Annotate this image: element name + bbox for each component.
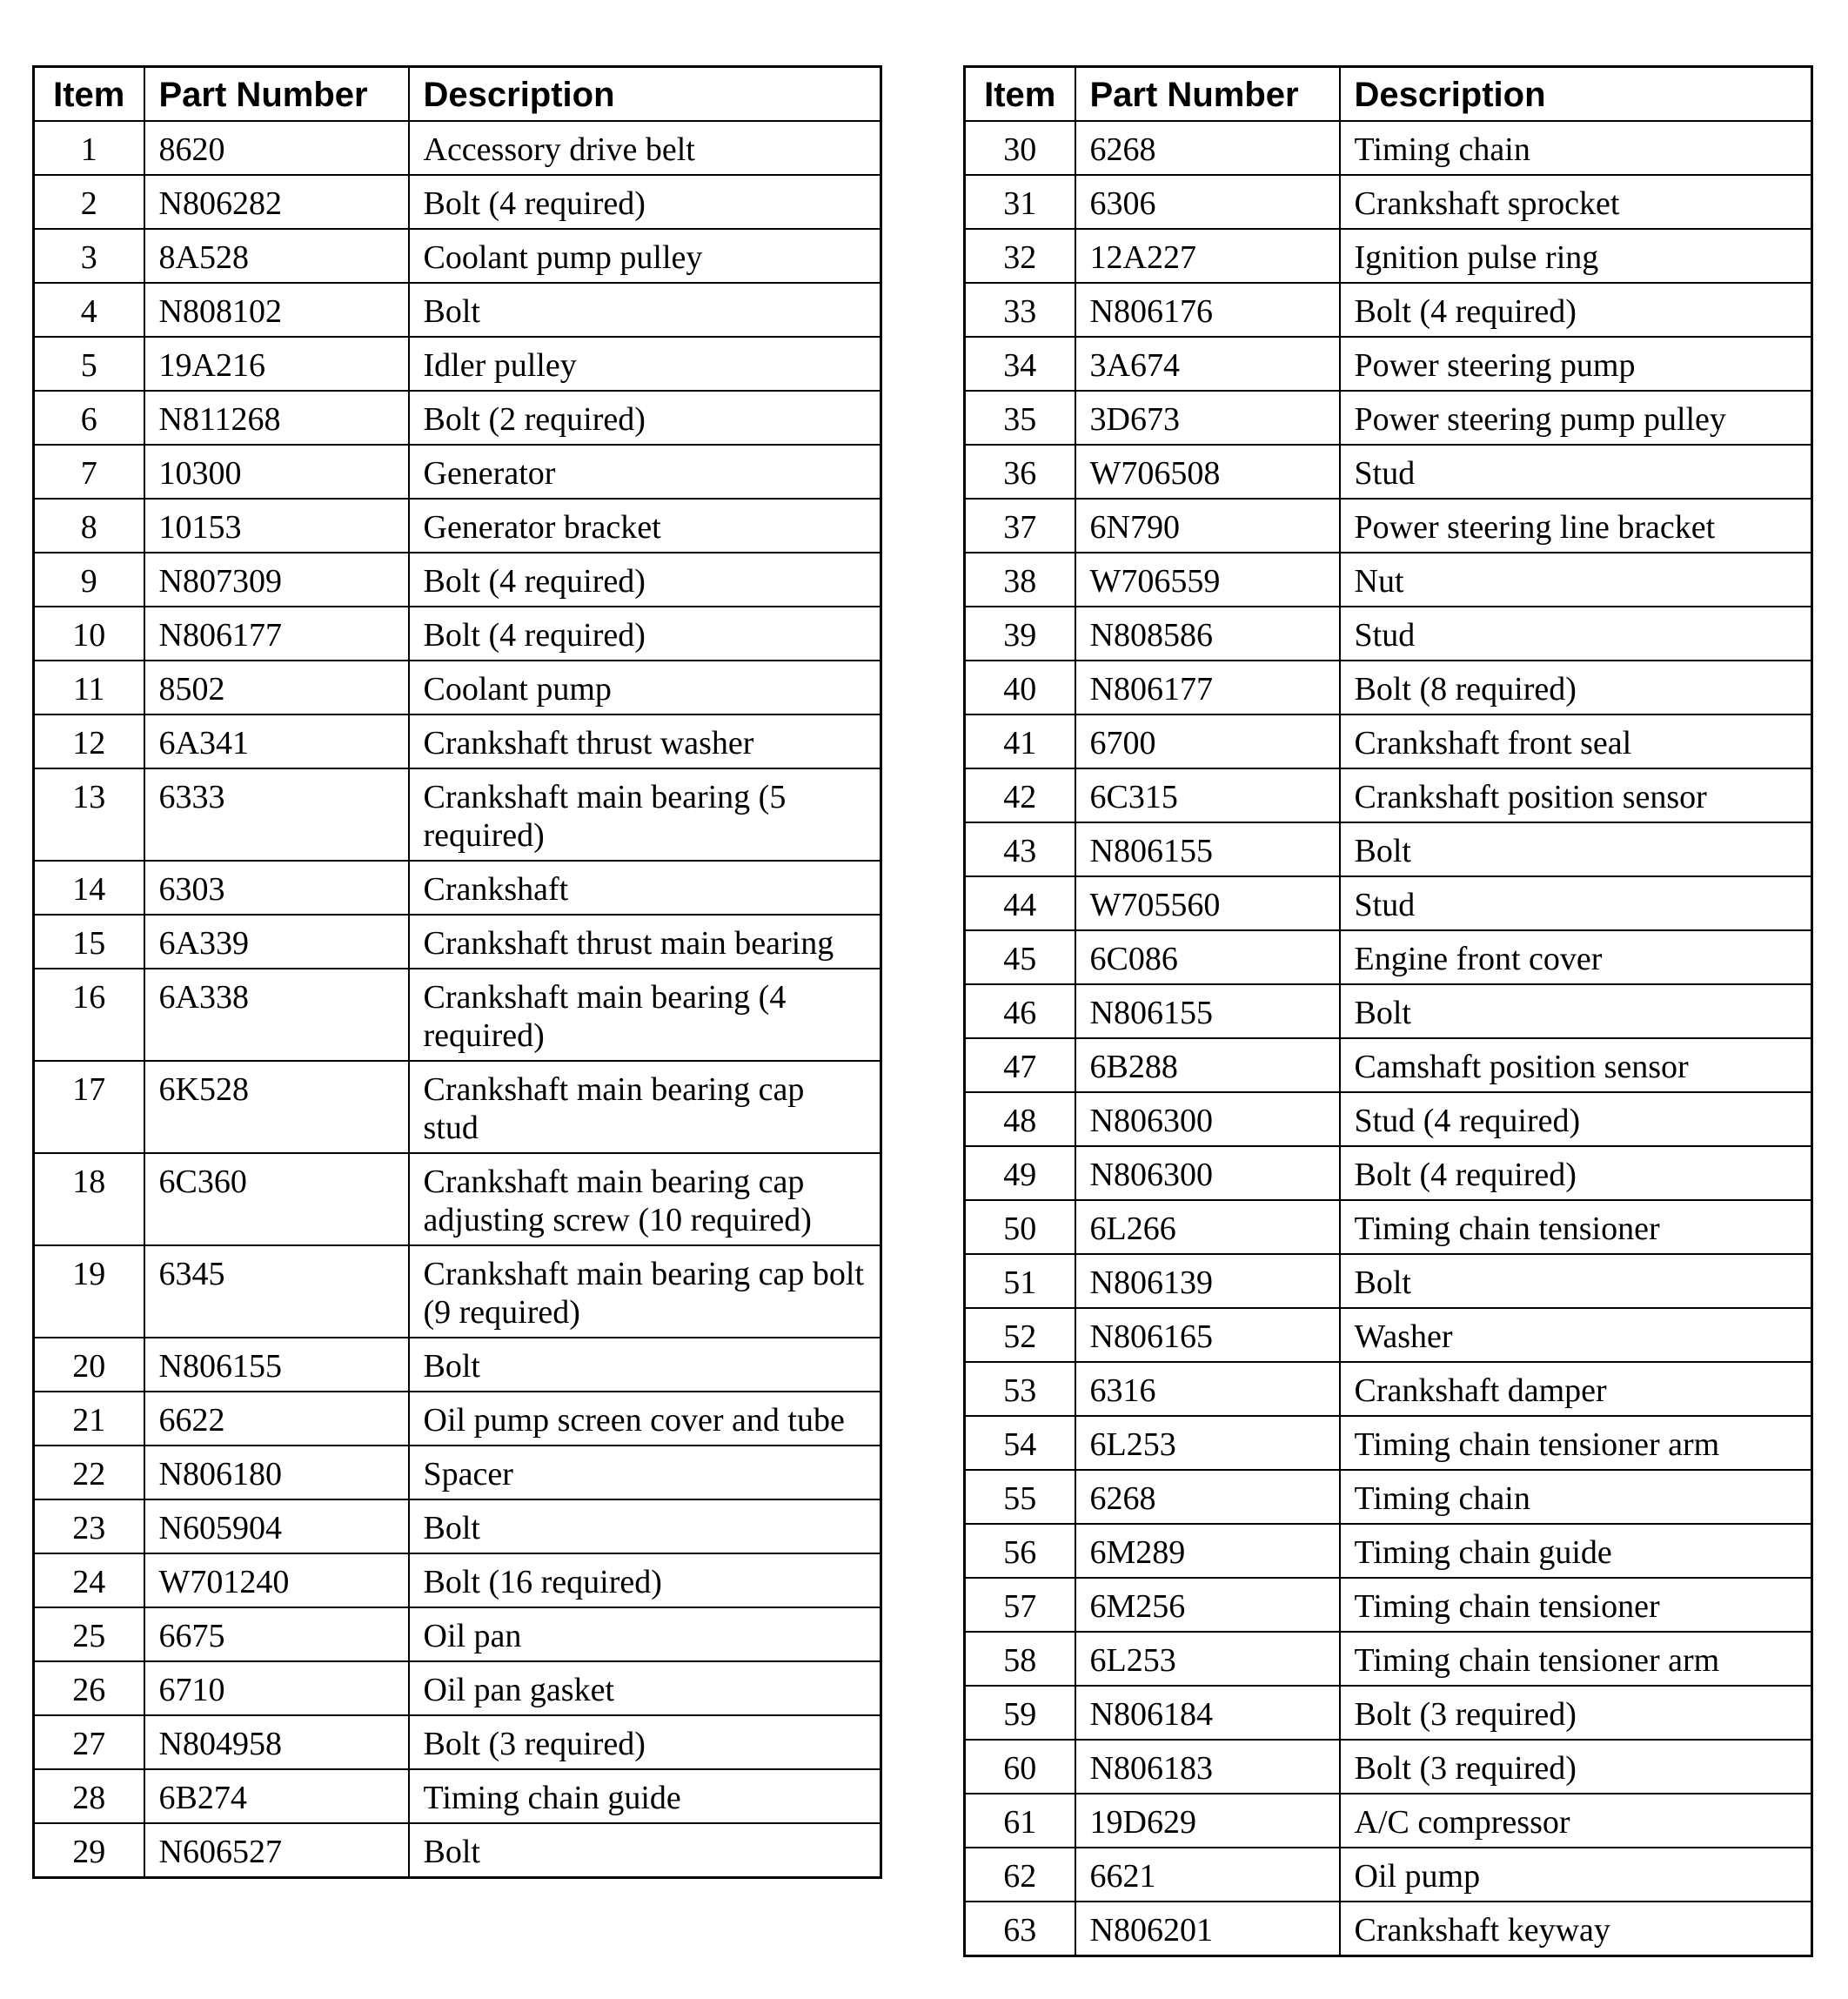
table-row bbox=[34, 607, 881, 661]
item-cell: 11 bbox=[34, 661, 144, 714]
item-cell: 28 bbox=[34, 1769, 144, 1823]
table-row bbox=[965, 714, 1812, 768]
part-number-cell: W706559 bbox=[1075, 553, 1340, 607]
table-row bbox=[965, 1308, 1812, 1362]
description-cell: Spacer bbox=[409, 1446, 881, 1499]
part-number-cell: N806177 bbox=[144, 607, 409, 661]
item-cell: 21 bbox=[34, 1392, 144, 1446]
description-cell: Timing chain tensioner bbox=[1340, 1578, 1812, 1632]
part-number-cell: 12A227 bbox=[1075, 229, 1340, 283]
item-cell: 62 bbox=[965, 1848, 1075, 1902]
table-row bbox=[965, 768, 1812, 822]
description-cell: Timing chain guide bbox=[1340, 1524, 1812, 1578]
table-row bbox=[965, 1740, 1812, 1794]
part-number-cell: 3D673 bbox=[1075, 391, 1340, 445]
description-cell: Crankshaft main bearing (4 required) bbox=[409, 969, 881, 1061]
table-row bbox=[34, 1499, 881, 1553]
description-cell: Timing chain bbox=[1340, 1470, 1812, 1524]
part-number-cell: N806155 bbox=[1075, 822, 1340, 876]
description-cell: Crankshaft main bearing cap stud bbox=[409, 1061, 881, 1153]
table-row bbox=[34, 969, 881, 1061]
description-cell: Crankshaft main bearing cap adjusting screw (10 required) bbox=[409, 1153, 881, 1245]
part-number-cell: N807309 bbox=[144, 553, 409, 607]
description-cell: Bolt bbox=[1340, 1254, 1812, 1308]
item-cell: 48 bbox=[965, 1092, 1075, 1146]
description-cell: Power steering pump bbox=[1340, 337, 1812, 391]
table-row bbox=[965, 283, 1812, 337]
item-cell: 30 bbox=[965, 121, 1075, 175]
part-number-cell: 6K528 bbox=[144, 1061, 409, 1153]
item-cell: 9 bbox=[34, 553, 144, 607]
table-row bbox=[34, 1715, 881, 1769]
table-row bbox=[34, 283, 881, 337]
part-number-cell: 8620 bbox=[144, 121, 409, 175]
part-number-cell: 6622 bbox=[144, 1392, 409, 1446]
item-cell: 39 bbox=[965, 607, 1075, 661]
table-row bbox=[965, 1848, 1812, 1902]
part-number-cell: 6M289 bbox=[1075, 1524, 1340, 1578]
table-row bbox=[34, 1823, 881, 1878]
description-cell: Stud bbox=[1340, 445, 1812, 499]
description-cell: Bolt (4 required) bbox=[409, 553, 881, 607]
part-number-cell: 6333 bbox=[144, 768, 409, 861]
description-cell: Ignition pulse ring bbox=[1340, 229, 1812, 283]
description-cell: Power steering pump pulley bbox=[1340, 391, 1812, 445]
description-cell: Timing chain guide bbox=[409, 1769, 881, 1823]
table-row bbox=[965, 229, 1812, 283]
item-cell: 8 bbox=[34, 499, 144, 553]
table-header-row bbox=[34, 67, 881, 121]
description-cell: Crankshaft damper bbox=[1340, 1362, 1812, 1416]
item-cell: 52 bbox=[965, 1308, 1075, 1362]
table-row bbox=[965, 1038, 1812, 1092]
item-cell: 19 bbox=[34, 1245, 144, 1338]
table-row bbox=[34, 391, 881, 445]
item-cell: 7 bbox=[34, 445, 144, 499]
item-cell: 51 bbox=[965, 1254, 1075, 1308]
part-number-cell: 6700 bbox=[1075, 714, 1340, 768]
description-cell: Bolt bbox=[409, 1823, 881, 1878]
table-row bbox=[34, 1553, 881, 1607]
table-row bbox=[34, 1446, 881, 1499]
description-cell: Timing chain tensioner bbox=[1340, 1200, 1812, 1254]
item-cell: 20 bbox=[34, 1338, 144, 1392]
description-cell: Stud bbox=[1340, 607, 1812, 661]
part-number-cell: 6L253 bbox=[1075, 1416, 1340, 1470]
table-row bbox=[34, 175, 881, 229]
table-row bbox=[965, 1362, 1812, 1416]
item-cell: 18 bbox=[34, 1153, 144, 1245]
part-number-cell: N806300 bbox=[1075, 1092, 1340, 1146]
table-row bbox=[965, 499, 1812, 553]
item-cell: 41 bbox=[965, 714, 1075, 768]
item-cell: 1 bbox=[34, 121, 144, 175]
table-row bbox=[34, 1607, 881, 1661]
part-number-cell: 6A338 bbox=[144, 969, 409, 1061]
part-number-cell: N605904 bbox=[144, 1499, 409, 1553]
item-cell: 50 bbox=[965, 1200, 1075, 1254]
part-number-cell: N806300 bbox=[1075, 1146, 1340, 1200]
table-row bbox=[965, 175, 1812, 229]
part-number-cell: 6306 bbox=[1075, 175, 1340, 229]
item-cell: 63 bbox=[965, 1902, 1075, 1956]
item-cell: 56 bbox=[965, 1524, 1075, 1578]
description-cell: Bolt (2 required) bbox=[409, 391, 881, 445]
table-row bbox=[965, 607, 1812, 661]
description-cell: Bolt (4 required) bbox=[1340, 1146, 1812, 1200]
description-cell: Engine front cover bbox=[1340, 930, 1812, 984]
description-cell: Stud bbox=[1340, 876, 1812, 930]
description-cell: Oil pump bbox=[1340, 1848, 1812, 1902]
description-cell: Nut bbox=[1340, 553, 1812, 607]
description-cell: Camshaft position sensor bbox=[1340, 1038, 1812, 1092]
part-number-cell: 6L253 bbox=[1075, 1632, 1340, 1686]
part-number-cell: N806184 bbox=[1075, 1686, 1340, 1740]
description-cell: Power steering line bracket bbox=[1340, 499, 1812, 553]
part-number-cell: N606527 bbox=[144, 1823, 409, 1878]
part-number-cell: N806139 bbox=[1075, 1254, 1340, 1308]
column-header-description: Description bbox=[1340, 67, 1812, 121]
description-cell: Timing chain tensioner arm bbox=[1340, 1416, 1812, 1470]
description-cell: Crankshaft keyway bbox=[1340, 1902, 1812, 1956]
item-cell: 2 bbox=[34, 175, 144, 229]
description-cell: Oil pump screen cover and tube bbox=[409, 1392, 881, 1446]
table-row bbox=[34, 1661, 881, 1715]
table-row bbox=[965, 553, 1812, 607]
table-row bbox=[34, 915, 881, 969]
part-number-cell: 6C360 bbox=[144, 1153, 409, 1245]
part-number-cell: 6L266 bbox=[1075, 1200, 1340, 1254]
part-number-cell: 10300 bbox=[144, 445, 409, 499]
table-row bbox=[34, 499, 881, 553]
description-cell: Idler pulley bbox=[409, 337, 881, 391]
item-cell: 16 bbox=[34, 969, 144, 1061]
description-cell: Timing chain tensioner arm bbox=[1340, 1632, 1812, 1686]
description-cell: Accessory drive belt bbox=[409, 121, 881, 175]
item-cell: 60 bbox=[965, 1740, 1075, 1794]
description-cell: A/C compressor bbox=[1340, 1794, 1812, 1848]
item-cell: 47 bbox=[965, 1038, 1075, 1092]
part-number-cell: 6268 bbox=[1075, 1470, 1340, 1524]
table-row bbox=[965, 984, 1812, 1038]
part-number-cell: N808102 bbox=[144, 283, 409, 337]
part-number-cell: 6621 bbox=[1075, 1848, 1340, 1902]
part-number-cell: W706508 bbox=[1075, 445, 1340, 499]
table-row bbox=[34, 1338, 881, 1392]
table-row bbox=[34, 1061, 881, 1153]
part-number-cell: N806176 bbox=[1075, 283, 1340, 337]
item-cell: 46 bbox=[965, 984, 1075, 1038]
table-row bbox=[965, 1578, 1812, 1632]
table-row bbox=[965, 930, 1812, 984]
item-cell: 4 bbox=[34, 283, 144, 337]
item-cell: 44 bbox=[965, 876, 1075, 930]
part-number-cell: W701240 bbox=[144, 1553, 409, 1607]
column-header-item: Item bbox=[965, 67, 1075, 121]
part-number-cell: N806282 bbox=[144, 175, 409, 229]
parts-table-left bbox=[32, 65, 882, 1879]
item-cell: 14 bbox=[34, 861, 144, 915]
part-number-cell: N806155 bbox=[1075, 984, 1340, 1038]
table-row bbox=[34, 661, 881, 714]
table-row bbox=[34, 768, 881, 861]
table-row bbox=[965, 1200, 1812, 1254]
part-number-cell: 6C315 bbox=[1075, 768, 1340, 822]
column-header-part-number: Part Number bbox=[144, 67, 409, 121]
part-number-cell: N804958 bbox=[144, 1715, 409, 1769]
description-cell: Timing chain bbox=[1340, 121, 1812, 175]
description-cell: Crankshaft main bearing (5 required) bbox=[409, 768, 881, 861]
item-cell: 24 bbox=[34, 1553, 144, 1607]
part-number-cell: 6345 bbox=[144, 1245, 409, 1338]
item-cell: 54 bbox=[965, 1416, 1075, 1470]
description-cell: Bolt (8 required) bbox=[1340, 661, 1812, 714]
description-cell: Oil pan gasket bbox=[409, 1661, 881, 1715]
table-row bbox=[965, 1254, 1812, 1308]
table-row bbox=[965, 1416, 1812, 1470]
item-cell: 59 bbox=[965, 1686, 1075, 1740]
part-number-cell: 6B274 bbox=[144, 1769, 409, 1823]
table-row bbox=[965, 1632, 1812, 1686]
part-number-cell: 6268 bbox=[1075, 121, 1340, 175]
item-cell: 43 bbox=[965, 822, 1075, 876]
description-cell: Bolt (3 required) bbox=[1340, 1686, 1812, 1740]
description-cell: Crankshaft thrust washer bbox=[409, 714, 881, 768]
part-number-cell: 19A216 bbox=[144, 337, 409, 391]
table-row bbox=[965, 822, 1812, 876]
description-cell: Bolt (4 required) bbox=[1340, 283, 1812, 337]
part-number-cell: N806183 bbox=[1075, 1740, 1340, 1794]
part-number-cell: N806180 bbox=[144, 1446, 409, 1499]
table-row bbox=[965, 1524, 1812, 1578]
table-row bbox=[965, 445, 1812, 499]
part-number-cell: N808586 bbox=[1075, 607, 1340, 661]
column-header-item: Item bbox=[34, 67, 144, 121]
description-cell: Stud (4 required) bbox=[1340, 1092, 1812, 1146]
part-number-cell: 6A339 bbox=[144, 915, 409, 969]
description-cell: Washer bbox=[1340, 1308, 1812, 1362]
column-header-description: Description bbox=[409, 67, 881, 121]
item-cell: 10 bbox=[34, 607, 144, 661]
part-number-cell: 6675 bbox=[144, 1607, 409, 1661]
item-cell: 6 bbox=[34, 391, 144, 445]
item-cell: 38 bbox=[965, 553, 1075, 607]
description-cell: Crankshaft front seal bbox=[1340, 714, 1812, 768]
item-cell: 17 bbox=[34, 1061, 144, 1153]
table-row bbox=[965, 1146, 1812, 1200]
table-row bbox=[965, 337, 1812, 391]
description-cell: Generator bracket bbox=[409, 499, 881, 553]
item-cell: 45 bbox=[965, 930, 1075, 984]
description-cell: Crankshaft position sensor bbox=[1340, 768, 1812, 822]
description-cell: Bolt (3 required) bbox=[1340, 1740, 1812, 1794]
description-cell: Bolt (16 required) bbox=[409, 1553, 881, 1607]
description-cell: Crankshaft main bearing cap bolt (9 required) bbox=[409, 1245, 881, 1338]
part-number-cell: 6N790 bbox=[1075, 499, 1340, 553]
part-number-cell: 6303 bbox=[144, 861, 409, 915]
part-number-cell: N806165 bbox=[1075, 1308, 1340, 1362]
description-cell: Bolt (3 required) bbox=[409, 1715, 881, 1769]
part-number-cell: N806155 bbox=[144, 1338, 409, 1392]
part-number-cell: 6710 bbox=[144, 1661, 409, 1715]
item-cell: 3 bbox=[34, 229, 144, 283]
table-row bbox=[965, 1470, 1812, 1524]
description-cell: Bolt bbox=[409, 283, 881, 337]
description-cell: Bolt bbox=[409, 1499, 881, 1553]
table-row bbox=[34, 1245, 881, 1338]
table-row bbox=[34, 229, 881, 283]
item-cell: 13 bbox=[34, 768, 144, 861]
item-cell: 36 bbox=[965, 445, 1075, 499]
table-header-row bbox=[965, 67, 1812, 121]
part-number-cell: 3A674 bbox=[1075, 337, 1340, 391]
item-cell: 33 bbox=[965, 283, 1075, 337]
table-row bbox=[34, 1392, 881, 1446]
table-row bbox=[34, 861, 881, 915]
description-cell: Crankshaft sprocket bbox=[1340, 175, 1812, 229]
part-number-cell: 6M256 bbox=[1075, 1578, 1340, 1632]
description-cell: Bolt (4 required) bbox=[409, 175, 881, 229]
description-cell: Bolt (4 required) bbox=[409, 607, 881, 661]
table-body-left bbox=[34, 121, 881, 1878]
item-cell: 35 bbox=[965, 391, 1075, 445]
table-row bbox=[34, 121, 881, 175]
item-cell: 12 bbox=[34, 714, 144, 768]
table-row bbox=[34, 714, 881, 768]
item-cell: 23 bbox=[34, 1499, 144, 1553]
description-cell: Crankshaft bbox=[409, 861, 881, 915]
item-cell: 15 bbox=[34, 915, 144, 969]
part-number-cell: 8A528 bbox=[144, 229, 409, 283]
item-cell: 22 bbox=[34, 1446, 144, 1499]
table-row bbox=[965, 661, 1812, 714]
item-cell: 57 bbox=[965, 1578, 1075, 1632]
item-cell: 31 bbox=[965, 175, 1075, 229]
item-cell: 34 bbox=[965, 337, 1075, 391]
description-cell: Coolant pump pulley bbox=[409, 229, 881, 283]
table-row bbox=[34, 445, 881, 499]
item-cell: 58 bbox=[965, 1632, 1075, 1686]
part-number-cell: 10153 bbox=[144, 499, 409, 553]
part-number-cell: 8502 bbox=[144, 661, 409, 714]
part-number-cell: N811268 bbox=[144, 391, 409, 445]
table-row bbox=[965, 121, 1812, 175]
description-cell: Bolt bbox=[409, 1338, 881, 1392]
part-number-cell: 19D629 bbox=[1075, 1794, 1340, 1848]
description-cell: Bolt bbox=[1340, 984, 1812, 1038]
item-cell: 53 bbox=[965, 1362, 1075, 1416]
description-cell: Crankshaft thrust main bearing bbox=[409, 915, 881, 969]
item-cell: 29 bbox=[34, 1823, 144, 1878]
item-cell: 26 bbox=[34, 1661, 144, 1715]
item-cell: 37 bbox=[965, 499, 1075, 553]
description-cell: Oil pan bbox=[409, 1607, 881, 1661]
table-row bbox=[965, 1092, 1812, 1146]
part-number-cell: N806177 bbox=[1075, 661, 1340, 714]
item-cell: 40 bbox=[965, 661, 1075, 714]
table-row bbox=[965, 876, 1812, 930]
table-row bbox=[34, 1153, 881, 1245]
item-cell: 27 bbox=[34, 1715, 144, 1769]
table-row bbox=[965, 1794, 1812, 1848]
item-cell: 25 bbox=[34, 1607, 144, 1661]
item-cell: 49 bbox=[965, 1146, 1075, 1200]
part-number-cell: 6C086 bbox=[1075, 930, 1340, 984]
description-cell: Generator bbox=[409, 445, 881, 499]
table-body-right bbox=[965, 121, 1812, 1956]
column-header-part-number: Part Number bbox=[1075, 67, 1340, 121]
item-cell: 55 bbox=[965, 1470, 1075, 1524]
table-row bbox=[34, 337, 881, 391]
part-number-cell: N806201 bbox=[1075, 1902, 1340, 1956]
item-cell: 32 bbox=[965, 229, 1075, 283]
table-row bbox=[34, 553, 881, 607]
table-row bbox=[965, 391, 1812, 445]
part-number-cell: W705560 bbox=[1075, 876, 1340, 930]
item-cell: 61 bbox=[965, 1794, 1075, 1848]
part-number-cell: 6316 bbox=[1075, 1362, 1340, 1416]
parts-table-right bbox=[963, 65, 1813, 1957]
item-cell: 5 bbox=[34, 337, 144, 391]
description-cell: Coolant pump bbox=[409, 661, 881, 714]
table-row bbox=[965, 1902, 1812, 1956]
table-row bbox=[965, 1686, 1812, 1740]
part-number-cell: 6B288 bbox=[1075, 1038, 1340, 1092]
part-number-cell: 6A341 bbox=[144, 714, 409, 768]
table-row bbox=[34, 1769, 881, 1823]
item-cell: 42 bbox=[965, 768, 1075, 822]
description-cell: Bolt bbox=[1340, 822, 1812, 876]
